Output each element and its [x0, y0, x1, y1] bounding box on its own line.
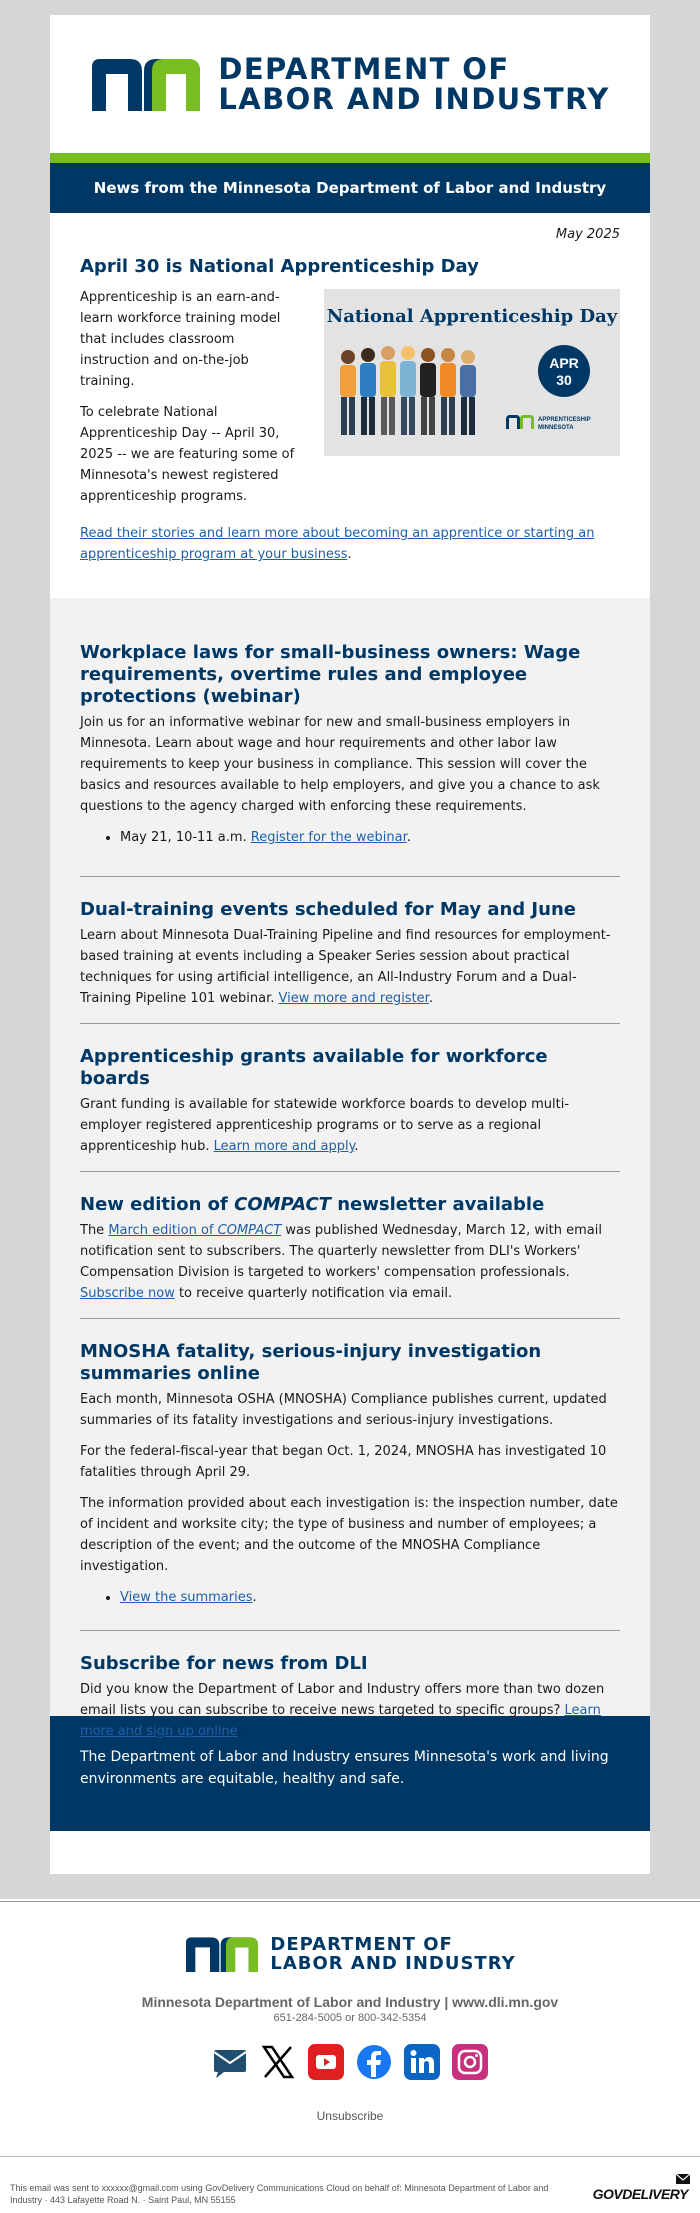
compact-text-3: to receive quarterly notification via email.	[174, 1286, 453, 1301]
grants-section	[80, 1046, 620, 1172]
issue-date: May 2025	[555, 227, 620, 242]
header	[50, 15, 650, 153]
footer-mn-logo-icon	[184, 1936, 260, 1972]
green-accent-bar	[50, 153, 650, 163]
footer-logo-line-1: DEPARTMENT OF	[270, 1934, 453, 1955]
dli-logo[interactable]	[90, 54, 609, 114]
dual-training-section	[80, 899, 620, 1024]
march-compact-link-b: COMPACT	[217, 1223, 282, 1238]
webinar-section	[80, 642, 620, 877]
legal-text: This email was sent to xxxxxx@gmail.com using GovDelivery Communications Cloud on behalf of: Minnesota Department of Labor and Industry · 443 Lafayette Road N. · Saint Paul, MN 55155	[10, 2183, 549, 2205]
email-icon[interactable]	[212, 2044, 248, 2080]
compact-body	[80, 1220, 620, 1304]
intro-paragraph-1: Apprenticeship is an earn-and-learn workforce training model that includes classroom instruction and on-the-job training.	[80, 290, 281, 389]
footer-logo-line-2: LABOR AND INDUSTRY	[270, 1953, 516, 1974]
instagram-icon[interactable]	[452, 2044, 488, 2080]
webinar-bullet	[120, 827, 620, 848]
intro-paragraph-2: To celebrate National Apprenticeship Day -- April 30, 2025 -- we are featuring some of Minnesota's newest registered apprenticeship programs.	[80, 405, 295, 504]
legal-divider	[0, 2156, 700, 2157]
unsubscribe-link[interactable]: Unsubscribe	[316, 2109, 384, 2123]
govdelivery-text: GOVDELIVERY	[592, 2186, 688, 2202]
compact-title-a: New edition of	[80, 1194, 235, 1215]
grants-body	[80, 1094, 620, 1157]
dual-training-body	[80, 925, 620, 1009]
social-links	[0, 2044, 700, 2080]
linkedin-icon[interactable]	[404, 2044, 440, 2080]
march-compact-link-a: March edition of	[108, 1223, 218, 1238]
grants-end: .	[354, 1139, 359, 1154]
image-day: 30	[556, 372, 572, 388]
mnosha-paragraph-3: The information provided about each investigation is: the inspection number, date of incident and worksite city; the type of business and number of employees; a description of the event; and the outcome of the MNOSHA Compliance investigation.	[80, 1496, 618, 1574]
phone-line: 651-284-5005 or 800-342-5354	[273, 2012, 427, 2024]
learn-sign-up-link[interactable]: Learn more and sign up online	[80, 1703, 601, 1739]
webinar-title: Workplace laws for small-business owners: Wage requirements, overtime rules and employee protections (webinar)	[80, 642, 581, 707]
read-stories-link[interactable]: Read their stories and learn more about becoming an apprentice or starting an apprenticeship program at your business	[80, 526, 595, 562]
subscribe-now-link[interactable]: Subscribe now	[80, 1286, 175, 1301]
news-sections	[50, 598, 650, 1739]
apprentices-illustration	[324, 289, 620, 456]
register-webinar-link[interactable]: Register for the webinar	[250, 830, 407, 845]
compact-title-c: newsletter available	[330, 1194, 545, 1215]
image-month: APR	[549, 355, 579, 371]
webinar-bullet-end: .	[406, 830, 411, 845]
learn-apply-link[interactable]: Learn more and apply	[213, 1139, 355, 1154]
compact-section	[80, 1194, 620, 1319]
webinar-body: Join us for an informative webinar for new and small-business employers in Minnesota. Learn about wage and hour requirements and other labor law requirements to keep your business in compliance. This session will cover the basics and resources available to help employers, and give you a chance to ask questions to the agency charged with enforcing these requirements.	[80, 715, 600, 814]
mission-statement: The Department of Labor and Industry ensures Minnesota's work and living environments are equitable, healthy and safe.	[50, 1716, 650, 1831]
view-register-link[interactable]: View more and register	[278, 991, 429, 1006]
image-title: National Apprenticeship Day	[326, 306, 618, 327]
grants-text: Grant funding is available for statewide workforce boards to develop multi-employer registered apprenticeship programs or to serve as a regional apprenticeship hub.	[80, 1097, 570, 1154]
apprenticeship-day-image	[324, 289, 620, 456]
footer	[0, 1899, 700, 2213]
youtube-icon[interactable]	[308, 2044, 344, 2080]
compact-text-1: The	[80, 1223, 109, 1238]
govdelivery-logo[interactable]	[593, 2186, 688, 2202]
compact-title-b: COMPACT	[234, 1194, 331, 1215]
march-compact-link[interactable]	[108, 1223, 281, 1238]
webinar-date: May 21, 10-11 a.m.	[120, 830, 251, 845]
read-stories-end: .	[347, 547, 352, 562]
mn-logo-icon	[90, 57, 202, 111]
subscribe-end: .	[237, 1724, 242, 1739]
footer-dli-logo[interactable]	[184, 1935, 515, 1973]
image-brand-2: MINNESOTA	[538, 425, 574, 431]
dual-training-end: .	[428, 991, 433, 1006]
logo-line-2: LABOR AND INDUSTRY	[218, 82, 610, 116]
view-summaries-link[interactable]: View the summaries	[120, 1590, 253, 1605]
compact-title	[80, 1194, 620, 1216]
intro-title: April 30 is National Apprenticeship Day	[80, 256, 479, 277]
facebook-icon[interactable]	[356, 2044, 392, 2080]
grants-title: Apprenticeship grants available for workforce boards	[80, 1046, 548, 1089]
mnosha-paragraph-2: For the federal-fiscal-year that began Oct. 1, 2024, MNOSHA has investigated 10 fatalities through April 29.	[80, 1444, 607, 1480]
mnosha-bullet	[120, 1587, 620, 1608]
x-icon[interactable]	[260, 2044, 296, 2080]
mnosha-title: MNOSHA fatality, serious-injury investigation summaries online	[80, 1341, 542, 1384]
mnosha-section	[80, 1341, 620, 1631]
email-container	[50, 15, 650, 1874]
govdelivery-envelope-icon	[676, 2174, 690, 2186]
dual-training-title: Dual-training events scheduled for May and June	[80, 899, 576, 920]
image-brand-1: APPRENTICESHIP	[538, 417, 591, 423]
mnosha-bullet-end: .	[252, 1590, 257, 1605]
news-banner: News from the Minnesota Department of Labor and Industry	[50, 163, 650, 213]
subscribe-text: Did you know the Department of Labor and Industry offers more than two dozen email lists you can subscribe to receive news targeted to specific groups?	[80, 1682, 605, 1718]
intro-section	[50, 213, 650, 598]
footer-divider	[0, 1901, 700, 1902]
mnosha-paragraph-1: Each month, Minnesota OSHA (MNOSHA) Compliance publishes current, updated summaries of its fatality investigations and serious-injury investigations.	[80, 1392, 607, 1428]
compact-text-2: was published Wednesday, March 12, with email notification sent to subscribers. The quarterly newsletter from DLI's Workers' Compensation Division is targeted to workers' compensation professionals.	[80, 1223, 602, 1280]
logo-line-1: DEPARTMENT OF	[218, 52, 510, 86]
org-line[interactable]: Minnesota Department of Labor and Industry | www.dli.mn.gov	[141, 1994, 559, 2010]
dual-training-text: Learn about Minnesota Dual-Training Pipeline and find resources for employment-based training at events including a Speaker Series session about practical techniques for using artificial intelligence, an All-Industry Forum and a Dual-Training Pipeline 101 webinar.	[80, 928, 611, 1006]
contact-info	[0, 1994, 700, 2024]
subscribe-title: Subscribe for news from DLI	[80, 1653, 368, 1674]
